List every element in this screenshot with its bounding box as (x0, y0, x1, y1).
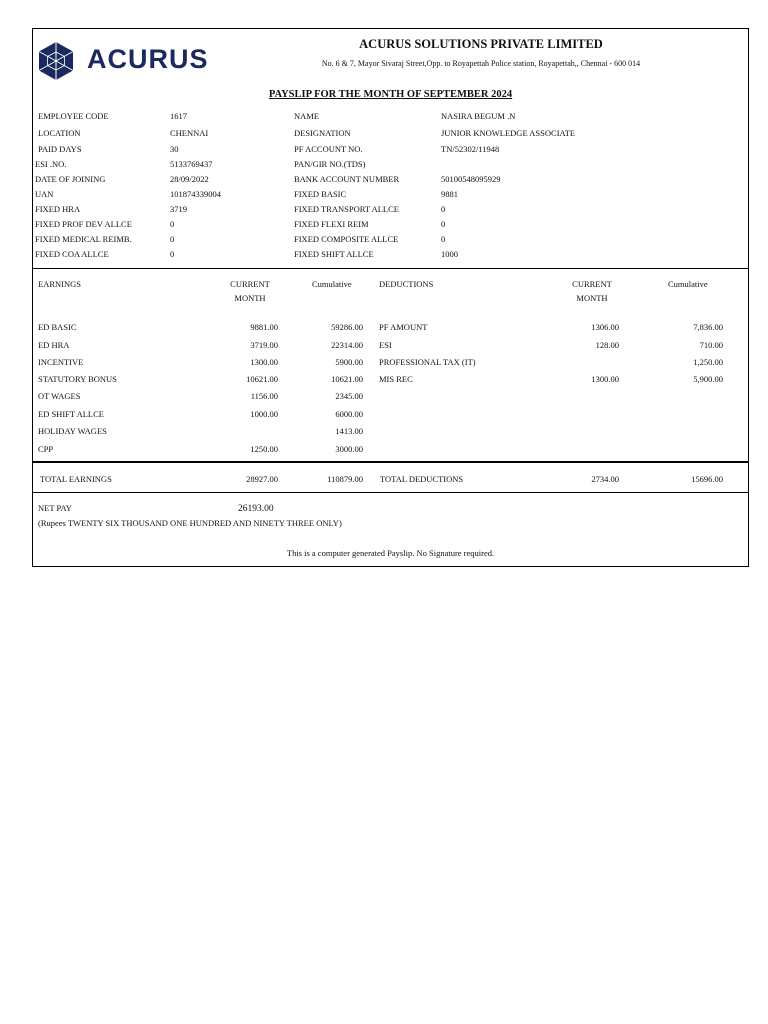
earning-label: ED BASIC (38, 322, 77, 332)
earning-label: INCENTIVE (38, 357, 84, 367)
earning-cumulative: 22314.00 (331, 340, 363, 350)
divider (32, 268, 749, 269)
deduction-label: PROFESSIONAL TAX (IT) (379, 357, 476, 367)
net-pay-value: 26193.00 (238, 504, 274, 514)
company-name: ACURUS SOLUTIONS PRIVATE LIMITED (359, 37, 603, 51)
divider (32, 492, 749, 493)
earning-current: 1250.00 (250, 444, 278, 454)
employee-field-label: FIXED SHIFT ALLCE (294, 249, 374, 259)
employee-field-value: NASIRA BEGUM .N (441, 111, 516, 121)
earning-current: 9881.00 (250, 322, 278, 332)
total-earnings-label: TOTAL EARNINGS (40, 474, 112, 484)
total-deductions-current: 2734.00 (591, 474, 619, 484)
employee-field-label: FIXED MEDICAL REIMB. (35, 234, 132, 244)
payslip-document (32, 28, 749, 567)
employee-field-value: 9881 (441, 189, 458, 199)
earning-cumulative: 1413.00 (335, 426, 363, 436)
earning-cumulative: 5900.00 (335, 357, 363, 367)
employee-field-value: 3719 (170, 204, 187, 214)
employee-field-label: PAN/GIR NO.(TDS) (294, 159, 366, 169)
deduction-label: PF AMOUNT (379, 322, 428, 332)
employee-field-label: PAID DAYS (38, 144, 82, 154)
employee-field-value: 5133769437 (170, 159, 213, 169)
deductions-header: DEDUCTIONS (379, 279, 434, 289)
earning-label: OT WAGES (38, 391, 81, 401)
employee-field-value: CHENNAI (170, 128, 209, 138)
net-pay-in-words: (Rupees TWENTY SIX THOUSAND ONE HUNDRED AND NINETY THREE ONLY) (38, 518, 342, 528)
earning-cumulative: 2345.00 (335, 391, 363, 401)
earning-label: CPP (38, 444, 54, 454)
deduction-cumulative: 1,250.00 (693, 357, 723, 367)
earning-current: 1156.00 (250, 391, 278, 401)
employee-field-label: FIXED PROF DEV ALLCE (35, 219, 132, 229)
earning-label: ED SHIFT ALLCE (38, 409, 104, 419)
employee-field-value: JUNIOR KNOWLEDGE ASSOCIATE (441, 128, 576, 138)
earning-label: HOLIDAY WAGES (38, 426, 107, 436)
employee-field-value: 101874339004 (170, 189, 221, 199)
footer-note: This is a computer generated Payslip. No Signature required. (286, 548, 495, 558)
acurus-logo-icon (37, 41, 75, 81)
deduction-label: MIS REC (379, 374, 413, 384)
company-address: No. 6 & 7, Mayor Sivaraj Street,Opp. to Royapettah Police station, Royapettah,, Chennai - 600 014 (321, 59, 641, 68)
deduction-current: 1300.00 (591, 374, 619, 384)
earnings-cumulative-header: Cumulative (312, 279, 352, 289)
earning-label: STATUTORY BONUS (38, 374, 117, 384)
employee-field-label: FIXED FLEXI REIM (294, 219, 369, 229)
logo-wordmark: ACURUS (87, 44, 209, 74)
employee-field-value: 1617 (170, 111, 187, 121)
net-pay-label: NET PAY (38, 503, 72, 513)
deduction-cumulative: 7,836.00 (693, 322, 723, 332)
employee-field-value: 0 (441, 204, 446, 214)
earning-current: 1300.00 (250, 357, 278, 367)
employee-field-value: 1000 (441, 249, 458, 259)
divider (32, 461, 749, 463)
earning-cumulative: 59286.00 (331, 322, 363, 332)
deductions-cumulative-header: Cumulative (668, 279, 708, 289)
payslip-title: PAYSLIP FOR THE MONTH OF SEPTEMBER 2024 (268, 89, 513, 100)
total-deductions-cumulative: 15696.00 (691, 474, 723, 484)
total-earnings-current: 28927.00 (246, 474, 278, 484)
employee-field-label: FIXED COA ALLCE (35, 249, 109, 259)
employee-field-label: NAME (294, 111, 320, 121)
employee-field-value: 0 (170, 249, 175, 259)
earning-current: 3719.00 (250, 340, 278, 350)
employee-field-label: FIXED TRANSPORT ALLCE (294, 204, 399, 214)
earnings-current-header: CURRENT MONTH (230, 279, 270, 303)
employee-field-label: PF ACCOUNT NO. (294, 144, 363, 154)
deduction-current: 1306.00 (591, 322, 619, 332)
employee-field-label: EMPLOYEE CODE (38, 111, 109, 121)
employee-field-label: FIXED HRA (35, 204, 81, 214)
deduction-cumulative: 5,900.00 (693, 374, 723, 384)
employee-field-label: ESI .NO. (35, 159, 67, 169)
earning-label: ED HRA (38, 340, 70, 350)
employee-field-label: BANK ACCOUNT NUMBER (294, 174, 400, 184)
total-earnings-cumulative: 110879.00 (327, 474, 363, 484)
deduction-cumulative: 710.00 (699, 340, 723, 350)
employee-field-label: DATE OF JOINING (35, 174, 106, 184)
earnings-header: EARNINGS (38, 279, 81, 289)
employee-field-value: 30 (170, 144, 179, 154)
employee-field-label: UAN (35, 189, 54, 199)
total-deductions-label: TOTAL DEDUCTIONS (380, 474, 464, 484)
employee-field-value: 0 (441, 234, 446, 244)
earning-cumulative: 6000.00 (335, 409, 363, 419)
employee-field-value: TN/52302/11948 (441, 144, 500, 154)
employee-field-value: 0 (170, 234, 175, 244)
employee-field-label: FIXED COMPOSITE ALLCE (294, 234, 399, 244)
deduction-current: 128.00 (595, 340, 619, 350)
earning-cumulative: 10621.00 (331, 374, 363, 384)
deductions-current-header: CURRENT MONTH (572, 279, 612, 303)
employee-field-value: 0 (170, 219, 175, 229)
employee-field-value: 0 (441, 219, 446, 229)
employee-field-label: LOCATION (38, 128, 81, 138)
earning-current: 1000.00 (250, 409, 278, 419)
deduction-label: ESI (379, 340, 392, 350)
employee-field-label: DESIGNATION (294, 128, 351, 138)
earning-current: 10621.00 (246, 374, 278, 384)
employee-field-label: FIXED BASIC (294, 189, 347, 199)
earning-cumulative: 3000.00 (335, 444, 363, 454)
employee-field-value: 50100548095929 (441, 174, 501, 184)
employee-field-value: 28/09/2022 (170, 174, 209, 184)
